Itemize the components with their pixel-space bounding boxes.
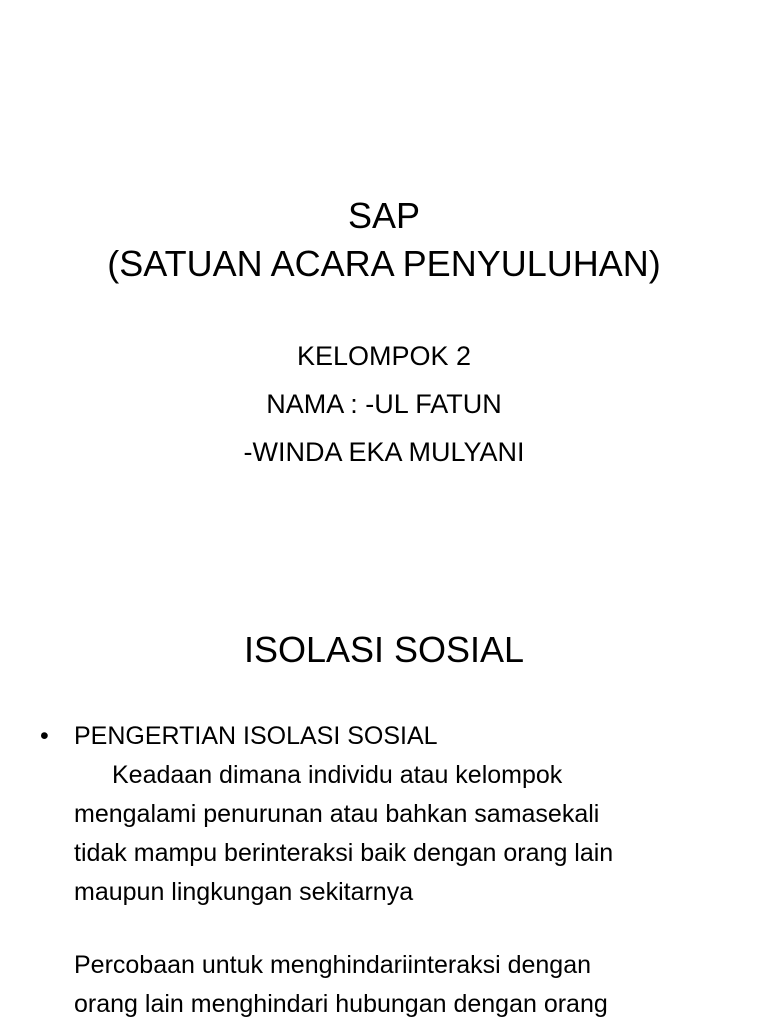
paragraph-line: orang lain menghindari hubungan dengan orang bbox=[74, 990, 608, 1018]
second-paragraph bbox=[40, 946, 740, 1024]
slide-subtitle bbox=[0, 332, 768, 476]
definition-line: tidak mampu berinteraksi baik dengan orang lain bbox=[74, 839, 614, 867]
group-label: KELOMPOK 2 bbox=[296, 341, 472, 371]
paragraph-line: Percobaan untuk menghindariinteraksi dengan bbox=[74, 951, 592, 979]
title-line-sub: (SATUAN ACARA PENYULUHAN) bbox=[107, 243, 661, 284]
definition-paragraph bbox=[40, 756, 740, 912]
member-name-1: NAMA : -UL FATUN bbox=[266, 389, 502, 419]
member-name-2: -WINDA EKA MULYANI bbox=[243, 437, 525, 467]
definition-line: Keadaan dimana individu atau kelompok bbox=[112, 761, 563, 789]
definition-line: mengalami penurunan atau bahkan samasekali bbox=[74, 800, 600, 828]
bullet-dot-icon: • bbox=[40, 722, 49, 750]
slide-title bbox=[0, 192, 768, 288]
section-title: ISOLASI SOSIAL bbox=[243, 629, 525, 670]
bullet-heading: PENGERTIAN ISOLASI SOSIAL bbox=[74, 722, 438, 750]
title-line-main: SAP bbox=[347, 195, 421, 236]
paragraph-gap bbox=[40, 912, 740, 946]
slide-body bbox=[40, 716, 740, 1024]
definition-line: maupun lingkungan sekitarnya bbox=[74, 878, 414, 906]
bullet-item bbox=[40, 716, 740, 756]
